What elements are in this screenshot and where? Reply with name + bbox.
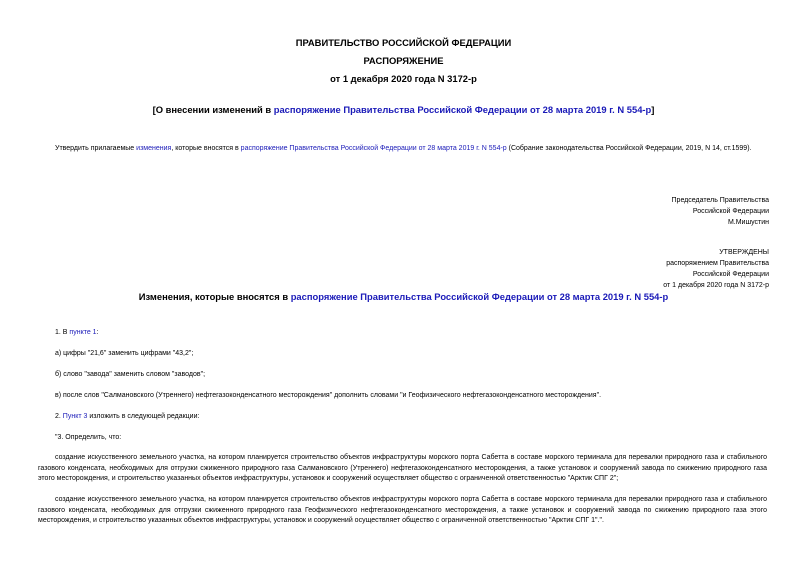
signature-position: Председатель Правительства bbox=[671, 197, 769, 204]
item-1 bbox=[55, 328, 99, 339]
order-554-link[interactable]: распоряжение Правительства Российской Федерации от 28 марта 2019 г. N 554-р bbox=[240, 145, 507, 152]
item-2-text-a: 2. bbox=[55, 413, 63, 420]
item-2 bbox=[55, 412, 199, 423]
signature-name: М.Мишустин bbox=[727, 219, 769, 226]
document-type: РАСПОРЯЖЕНИЕ bbox=[363, 55, 444, 66]
point-1-link[interactable]: пункте 1 bbox=[69, 329, 97, 336]
changes-title-text: Изменения, которые вносятся в bbox=[138, 291, 291, 302]
changes-order-link[interactable]: распоряжение Правительства Российской Федерации от 28 марта 2019 г. N 554-р bbox=[290, 291, 669, 302]
item-1-c: в) после слов "Салмановского (Утреннего) нефтегазоконденсатного месторождения" дополнить словами "и Геофизического нефтегазоконденсатного месторождения". bbox=[55, 392, 602, 399]
point-3-link[interactable]: Пункт 3 bbox=[62, 413, 88, 420]
item-1-text-b: : bbox=[96, 329, 99, 336]
item-2-text-b: изложить в следующей редакции: bbox=[87, 413, 200, 420]
approved-organization: Российской Федерации bbox=[692, 271, 769, 278]
changes-title bbox=[0, 291, 807, 302]
item-3-paragraph-2: создание искусственного земельного участка, на котором планируется строительство объектов инфраструктуры морского порта Сабетта в составе морского терминала для перевалки природного газа и стабильного газового конденсата, необходимых для отгрузки сжиженного природного газа Геофизического нефтегазоконденсатного месторождения, а также установок и сооружений завода по сжижению природного газа этого месторождения, и строительство указанных объектов инфраструктуры, установок и сооружений осуществляет общество с ограниченной ответственностью "Арктик СПГ 1".". bbox=[38, 496, 767, 524]
signature-organization: Российской Федерации bbox=[692, 208, 769, 215]
item-3-heading: "3. Определить, что: bbox=[55, 434, 122, 441]
intro-text-1: Утвердить прилагаемые bbox=[55, 145, 137, 152]
approved-by: распоряжением Правительства bbox=[666, 260, 769, 267]
item-1-b: б) слово "завода" заменить словом "заводов"; bbox=[55, 371, 206, 378]
item-3-paragraph-1: создание искусственного земельного участка, на котором планируется строительство объектов инфраструктуры морского порта Сабетта в составе морского терминала для перевалки природного газа и стабильного газового конденсата, необходимых для отгрузки сжиженного природного газа Салмановского (Утреннего) нефтегазоконденсатного месторождения, а также установок и сооружений завода по сжижению природного газа этого месторождения, и строительство указанных объектов инфраструктуры, установок и сооружений осуществляет общество с ограниченной ответственностью "Арктик СПГ 2"; bbox=[38, 454, 767, 482]
government-heading: ПРАВИТЕЛЬСТВО РОССИЙСКОЙ ФЕДЕРАЦИИ bbox=[295, 37, 512, 48]
item-1-a: а) цифры "21,6" заменить цифрами "43,2"; bbox=[55, 350, 194, 357]
title-open: [О внесении изменений в bbox=[152, 104, 274, 115]
document-date-number: от 1 декабря 2020 года N 3172-р bbox=[330, 73, 477, 84]
approved-heading: УТВЕРЖДЕНЫ bbox=[719, 249, 769, 256]
item-1-text-a: 1. В bbox=[55, 329, 70, 336]
document-title bbox=[0, 104, 807, 115]
intro-text-2: , которые вносятся в bbox=[171, 145, 241, 152]
approved-date-number: от 1 декабря 2020 года N 3172-р bbox=[663, 282, 769, 289]
intro-text-3: (Собрание законодательства Российской Федерации, 2019, N 14, ст.1599). bbox=[506, 145, 752, 152]
intro-paragraph bbox=[38, 144, 767, 155]
title-close: ] bbox=[651, 104, 655, 115]
changes-link[interactable]: изменения bbox=[136, 145, 172, 152]
amended-order-link[interactable]: распоряжение Правительства Российской Федерации от 28 марта 2019 г. N 554-р bbox=[273, 104, 652, 115]
